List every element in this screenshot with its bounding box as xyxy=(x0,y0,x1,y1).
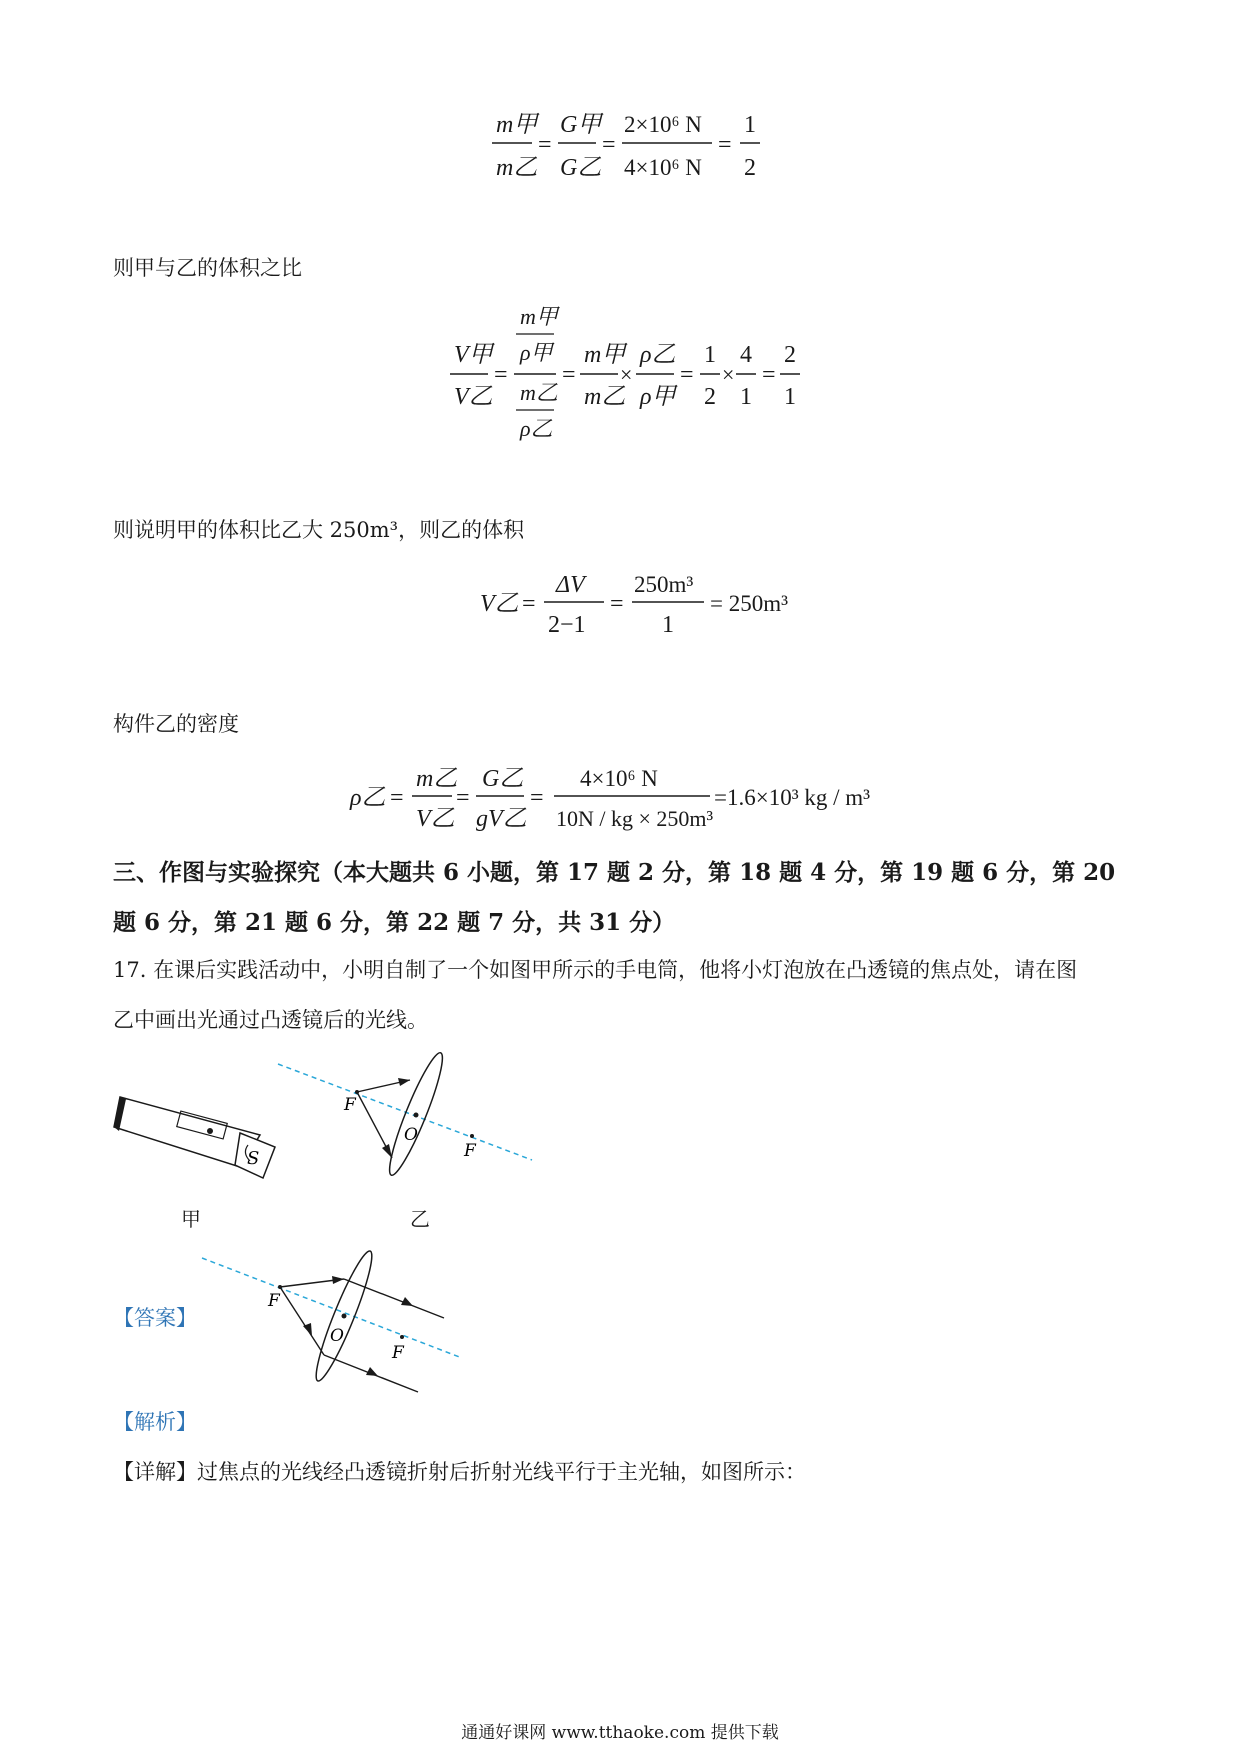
eq4-lhs: ρ乙 xyxy=(350,785,386,811)
paragraph-density-intro: 构件乙的密度 xyxy=(113,712,239,736)
paragraph-volume-ratio-intro: 则甲与乙的体积之比 xyxy=(113,256,302,280)
eq3-lhs: V乙 xyxy=(480,591,519,617)
eq2-two-a: 2 xyxy=(704,384,716,410)
lens1-center: O xyxy=(404,1125,418,1145)
svg-text:=: = xyxy=(530,785,544,811)
detail-paragraph: 【详解】过焦点的光线经凸透镜折射后折射光线平行于主光轴，如图所示： xyxy=(113,1460,806,1484)
eq2-times-2: × xyxy=(722,362,735,387)
eq3-den2: 1 xyxy=(662,612,674,638)
lens2-focus-right: F xyxy=(392,1343,404,1363)
eq1-den-force: 4×10⁶ N xyxy=(624,155,702,180)
equation-volume-ratio xyxy=(448,305,808,445)
flashlight-source-label: S xyxy=(247,1148,260,1169)
eq4-num: 4×10⁶ N xyxy=(580,766,658,791)
equation-mass-ratio xyxy=(490,100,770,190)
eq2-rho-jia-2: ρ甲 xyxy=(640,384,676,410)
eq2-rho-yi-2: ρ乙 xyxy=(640,342,676,368)
eq4-m: m乙 xyxy=(416,766,458,792)
eq3-num2: 250m³ xyxy=(634,572,694,597)
eq2-m-jia: m甲 xyxy=(584,342,626,368)
eq3-delta-v: ΔV xyxy=(556,572,585,598)
answer-tag: 【答案】 xyxy=(113,1306,197,1330)
svg-text:=: = xyxy=(390,785,404,811)
eq1-result-num: 1 xyxy=(744,112,756,138)
svg-text:=: = xyxy=(610,591,624,617)
eq2-rho-jia: ρ甲 xyxy=(520,340,553,365)
eq2-one-a: 1 xyxy=(704,342,716,368)
figure-flashlight xyxy=(110,1075,280,1185)
figure-label-jia: 甲 xyxy=(181,1207,201,1231)
figure-lens-answer xyxy=(198,1238,468,1398)
question-17-line-1: 17. 在课后实践活动中，小明自制了一个如图甲所示的手电筒，他将小灯泡放在凸透镜的焦点处，请在图 xyxy=(113,958,1078,982)
eq3-den: 2−1 xyxy=(548,612,586,638)
eq2-two-b: 2 xyxy=(784,342,796,368)
analysis-tag: 【解析】 xyxy=(113,1410,197,1434)
eq4-result: =1.6×10³ kg / m³ xyxy=(714,785,871,810)
lens1-focus-right: F xyxy=(464,1141,476,1161)
eq2-m-yi: m乙 xyxy=(584,384,626,410)
lens2-center: O xyxy=(330,1326,344,1346)
svg-text:=: = xyxy=(602,132,616,158)
eq4-den: 10N / kg × 250m³ xyxy=(556,806,714,831)
eq2-V-jia: V甲 xyxy=(454,342,493,368)
eq1-m-yi: m乙 xyxy=(496,155,538,181)
eq2-rho-yi: ρ乙 xyxy=(520,416,553,441)
eq2-m-yi-mid: m乙 xyxy=(520,380,558,405)
eq2-one-c: 1 xyxy=(784,384,796,410)
eq4-gV: gV乙 xyxy=(476,806,527,832)
figure-lens-problem xyxy=(272,1040,542,1190)
eq2-V-yi: V乙 xyxy=(454,384,493,410)
svg-text:=: = xyxy=(718,132,732,158)
svg-text:=: = xyxy=(522,591,536,617)
paragraph-volume-difference: 则说明甲的体积比乙大 250m³，则乙的体积 xyxy=(113,518,525,542)
eq1-result-den: 2 xyxy=(744,155,756,181)
equation-volume-yi xyxy=(478,566,798,646)
eq1-G-yi: G乙 xyxy=(560,155,602,181)
lens2-focus-left: F xyxy=(268,1291,280,1311)
svg-text:=: = xyxy=(762,362,776,388)
eq2-four: 4 xyxy=(740,342,752,368)
eq4-G: G乙 xyxy=(482,766,524,792)
svg-text:=: = xyxy=(538,132,552,158)
eq3-result: = 250m³ xyxy=(710,591,789,616)
lens1-focus-left: F xyxy=(344,1095,356,1115)
question-17-line-2: 乙中画出光通过凸透镜后的光线。 xyxy=(113,1008,428,1032)
svg-text:=: = xyxy=(456,785,470,811)
eq2-times-1: × xyxy=(620,362,633,387)
equation-density-yi xyxy=(348,758,908,838)
eq1-G-jia: G甲 xyxy=(560,112,602,138)
section-heading-line-1: 三、作图与实验探究（本大题共 6 小题，第 17 题 2 分，第 18 题 4 分，第 19 题 6 分，第 20 xyxy=(113,859,1116,886)
svg-text:=: = xyxy=(680,362,694,388)
svg-text:=: = xyxy=(562,362,576,388)
eq2-m-jia-top: m甲 xyxy=(520,304,558,329)
svg-text:=: = xyxy=(494,362,508,388)
eq4-V: V乙 xyxy=(416,806,455,832)
page-footer: 通通好课网 www.tthaoke.com 提供下载 xyxy=(461,1723,779,1743)
section-heading-line-2: 题 6 分，第 21 题 6 分，第 22 题 7 分，共 31 分） xyxy=(113,909,676,936)
eq1-m-jia: m甲 xyxy=(496,112,538,138)
figure-label-yi: 乙 xyxy=(410,1207,430,1231)
eq1-num-force: 2×10⁶ N xyxy=(624,112,702,137)
eq2-one-b: 1 xyxy=(740,384,752,410)
